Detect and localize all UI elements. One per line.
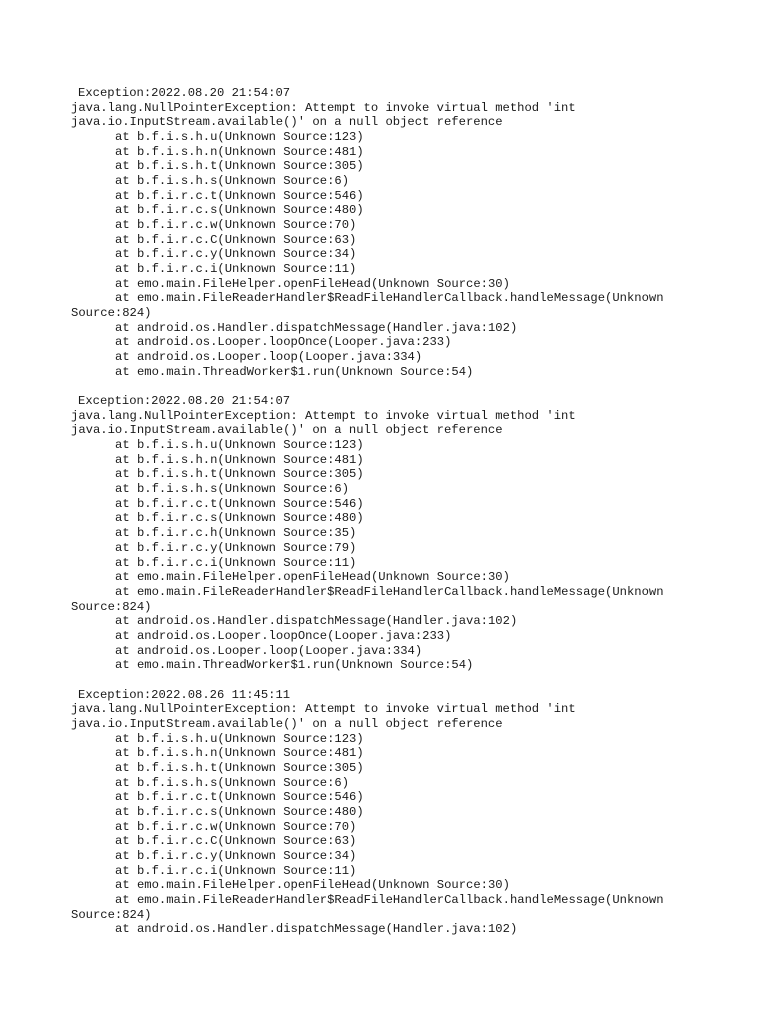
stack-frame: at b.f.i.s.h.t(Unknown Source:305) bbox=[115, 467, 364, 482]
exception-block bbox=[71, 86, 761, 379]
stack-frame: at b.f.i.r.c.s(Unknown Source:480) bbox=[115, 511, 364, 526]
exception-message-line: java.lang.NullPointerException: Attempt to invoke virtual method 'int bbox=[71, 408, 576, 423]
stack-frame: at android.os.Looper.loop(Looper.java:334) bbox=[115, 643, 423, 658]
stack-frame: at b.f.i.s.h.u(Unknown Source:123) bbox=[115, 438, 364, 453]
stack-frame: at emo.main.FileHelper.openFileHead(Unknown Source:30) bbox=[115, 878, 510, 893]
stack-frame: at emo.main.FileReaderHandler$ReadFileHandlerCallback.handleMessage(Unknown bbox=[115, 291, 664, 306]
exception-block bbox=[71, 394, 761, 673]
exception-message-line: java.io.InputStream.available()' on a null object reference bbox=[71, 716, 503, 731]
stack-frame: at android.os.Looper.loopOnce(Looper.java:233) bbox=[115, 628, 452, 643]
stack-frame: at b.f.i.r.c.C(Unknown Source:63) bbox=[115, 232, 357, 247]
stack-frame: at b.f.i.s.h.t(Unknown Source:305) bbox=[115, 760, 364, 775]
stack-frame: at emo.main.FileHelper.openFileHead(Unknown Source:30) bbox=[115, 570, 510, 585]
stack-frame: at b.f.i.r.c.h(Unknown Source:35) bbox=[115, 526, 357, 541]
stack-frame: at b.f.i.r.c.C(Unknown Source:63) bbox=[115, 834, 357, 849]
stack-frame: at b.f.i.s.h.n(Unknown Source:481) bbox=[115, 746, 364, 761]
exception-timestamp: Exception:2022.08.20 21:54:07 bbox=[78, 86, 291, 100]
stack-frame: at b.f.i.r.c.s(Unknown Source:480) bbox=[115, 804, 364, 819]
stack-frame: at b.f.i.r.c.t(Unknown Source:546) bbox=[115, 496, 364, 511]
stack-frame: at b.f.i.s.h.s(Unknown Source:6) bbox=[115, 482, 350, 497]
stack-frame: at b.f.i.r.c.i(Unknown Source:11) bbox=[115, 555, 357, 570]
log-document bbox=[71, 86, 761, 937]
stack-frame: at android.os.Looper.loopOnce(Looper.java:233) bbox=[115, 335, 452, 350]
stack-frame: at b.f.i.r.c.w(Unknown Source:70) bbox=[115, 819, 357, 834]
stack-frame: at b.f.i.s.h.n(Unknown Source:481) bbox=[115, 452, 364, 467]
exception-block bbox=[71, 688, 761, 937]
stack-frame: at emo.main.ThreadWorker$1.run(Unknown Source:54) bbox=[115, 364, 474, 379]
stack-frame: at android.os.Handler.dispatchMessage(Handler.java:102) bbox=[115, 614, 518, 629]
stack-frame: at b.f.i.s.h.s(Unknown Source:6) bbox=[115, 775, 350, 790]
stack-frame: at emo.main.FileHelper.openFileHead(Unknown Source:30) bbox=[115, 276, 510, 291]
stack-frame: at b.f.i.s.h.u(Unknown Source:123) bbox=[115, 130, 364, 145]
stack-frame: at b.f.i.r.c.i(Unknown Source:11) bbox=[115, 863, 357, 878]
stack-frame: at b.f.i.r.c.i(Unknown Source:11) bbox=[115, 262, 357, 277]
stack-frame: at b.f.i.r.c.w(Unknown Source:70) bbox=[115, 218, 357, 233]
exception-timestamp: Exception:2022.08.26 11:45:11 bbox=[78, 687, 291, 702]
stack-frame: at emo.main.ThreadWorker$1.run(Unknown Source:54) bbox=[115, 658, 474, 673]
exception-message-line: java.io.InputStream.available()' on a null object reference bbox=[71, 115, 503, 130]
exception-message-line: java.io.InputStream.available()' on a null object reference bbox=[71, 423, 503, 438]
exception-timestamp: Exception:2022.08.20 21:54:07 bbox=[78, 394, 291, 409]
stack-frame: at android.os.Handler.dispatchMessage(Handler.java:102) bbox=[115, 320, 518, 335]
exception-message-line: java.lang.NullPointerException: Attempt to invoke virtual method 'int bbox=[71, 702, 576, 717]
exception-message-line: java.lang.NullPointerException: Attempt to invoke virtual method 'int bbox=[71, 100, 576, 115]
stack-frame: at b.f.i.r.c.s(Unknown Source:480) bbox=[115, 203, 364, 218]
stack-frame: at b.f.i.s.h.s(Unknown Source:6) bbox=[115, 174, 350, 189]
stack-frame-continuation: Source:824) bbox=[71, 306, 152, 321]
stack-frame: at b.f.i.r.c.y(Unknown Source:34) bbox=[115, 247, 357, 262]
stack-frame: at b.f.i.s.h.n(Unknown Source:481) bbox=[115, 144, 364, 159]
stack-frame-continuation: Source:824) bbox=[71, 599, 152, 614]
stack-frame: at emo.main.FileReaderHandler$ReadFileHandlerCallback.handleMessage(Unknown bbox=[115, 584, 664, 599]
stack-frame: at android.os.Handler.dispatchMessage(Handler.java:102) bbox=[115, 922, 518, 937]
stack-frame: at android.os.Looper.loop(Looper.java:334) bbox=[115, 350, 423, 365]
stack-frame: at b.f.i.r.c.t(Unknown Source:546) bbox=[115, 188, 364, 203]
stack-frame: at b.f.i.r.c.t(Unknown Source:546) bbox=[115, 790, 364, 805]
stack-frame: at emo.main.FileReaderHandler$ReadFileHandlerCallback.handleMessage(Unknown bbox=[115, 892, 664, 907]
stack-frame: at b.f.i.s.h.t(Unknown Source:305) bbox=[115, 159, 364, 174]
stack-frame: at b.f.i.s.h.u(Unknown Source:123) bbox=[115, 731, 364, 746]
stack-frame-continuation: Source:824) bbox=[71, 907, 152, 922]
stack-frame: at b.f.i.r.c.y(Unknown Source:79) bbox=[115, 540, 357, 555]
stack-frame: at b.f.i.r.c.y(Unknown Source:34) bbox=[115, 848, 357, 863]
